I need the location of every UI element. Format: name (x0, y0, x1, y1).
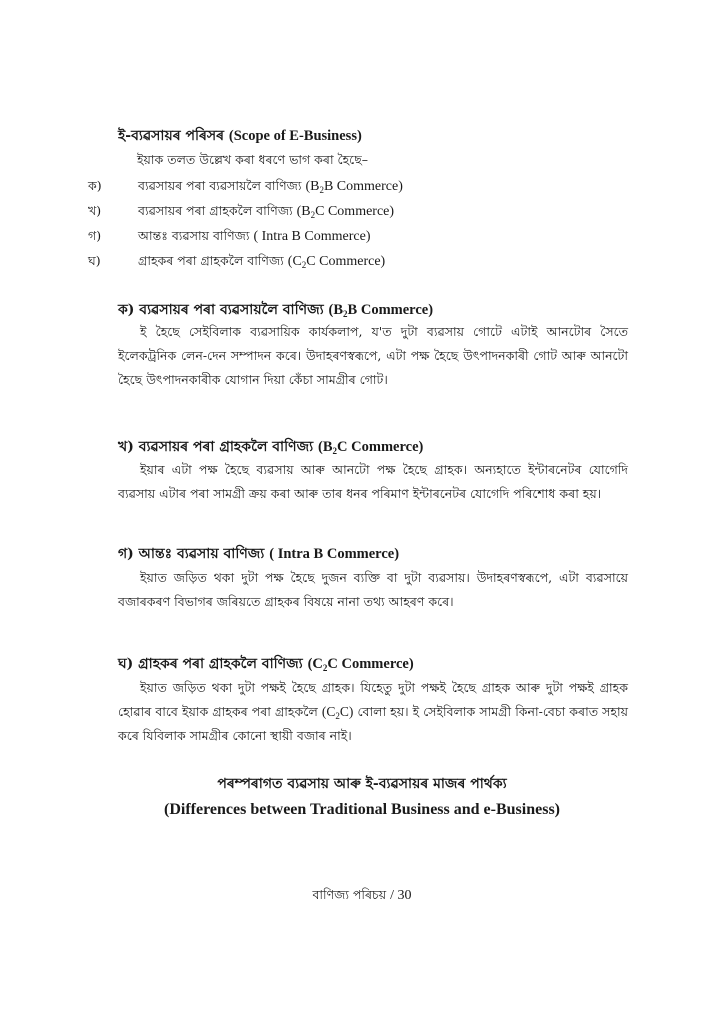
list-text-en: ($B_2B$ Commerce) (305, 179, 403, 195)
list-marker: খ) (88, 203, 102, 218)
list-text: আন্তঃ ব্যৱসায় বাণিজ্য (138, 228, 250, 243)
list-marker: ঘ) (88, 253, 101, 268)
list-text: ব্যৱসায়ৰ পৰা গ্ৰাহকলৈ বাণিজ্য (138, 203, 293, 218)
differences-title-en: (Differences between Traditional Business and e-Business) (163, 801, 560, 818)
list-marker: ক) (88, 178, 102, 193)
list-text-en: ($C_2C$ Commerce) (287, 254, 386, 270)
list-item (88, 178, 403, 198)
section-heading-b2b: ক) ব্যৱসায়ৰ পৰা ব্যৱসায়লৈ বাণিজ্য ($B_2B$ Commerce) (118, 302, 434, 319)
list-item (88, 253, 385, 273)
differences-title-bn: পৰম্পৰাগত ব্যৱসায় আৰু ই-ব্যৱসায়ৰ মাজৰ পাৰ্থক্য (217, 776, 507, 792)
list-marker: গ) (88, 228, 102, 243)
book-title: বাণিজ্য পৰিচয় (312, 887, 387, 902)
section-body-b2c: ইয়াৰ এটা পক্ষ হৈছে ব্যৱসায় আৰু আনটো পক্ষ হৈছে গ্ৰাহক। অন্যহাতে ইন্টাৰনেটৰ যোগেদি ব্যৱসায় এটাৰ পৰা সামগ্ৰী ক্ৰয় কৰা আৰু তাৰ ধনৰ পৰিমাণ ইন্টাৰনেটৰ যোগেদি পৰিশোধ কৰা হয়। (118, 462, 628, 501)
section-body-b2b: ই হৈছে সেইবিলাক ব্যৱসায়িক কাৰ্যকলাপ, য'ত দুটা ব্যৱসায় গোটে এটাই আনটোৰ সৈতে ইলেকট্ৰনিক লেন-দেন সম্পাদন কৰে। উদাহৰণস্বৰূপে, এটা পক্ষ হৈছে উৎপাদনকাৰী গোট আৰু আনটো হৈছে উৎপাদনকাৰীক যোগান দিয়া কেঁচা সামগ্ৰীৰ গোট। (118, 324, 628, 387)
list-item (88, 228, 370, 248)
list-text-en: ( Intra B Commerce) (253, 229, 371, 244)
scope-intro: ইয়াক তলত উল্লেখ কৰা ধৰণে ভাগ কৰা হৈছে– (137, 152, 369, 167)
section-body-c2c: ইয়াত জড়িত থকা দুটা পক্ষই হৈছে গ্ৰাহক। যিহেতু দুটা পক্ষই হৈছে গ্ৰাহক আৰু দুটা পক্ষই গ্ৰাহক হোৱাৰ বাবে ইয়াক গ্ৰাহকৰ পৰা গ্ৰাহকলৈ $(C_2C)$ বোলা হয়। ই সেইবিলাক সামগ্ৰী কিনা-বেচা কৰাত সহায় কৰে যিবিলাক সামগ্ৰীৰ কোনো স্থায়ী বজাৰ নাই। (118, 680, 628, 743)
scope-heading (118, 124, 362, 148)
section-heading-b2c: খ) ব্যৱসায়ৰ পৰা গ্ৰাহকলৈ বাণিজ্য ($B_2C$ Commerce) (118, 439, 424, 456)
list-text-en: ($B_2C$ Commerce) (296, 204, 395, 220)
section-heading-intra-b: গ) আন্তঃ ব্যৱসায় বাণিজ্য ( Intra B Commerce) (118, 546, 400, 562)
page-footer (0, 887, 724, 907)
list-item (88, 203, 394, 223)
section-heading-c2c: ঘ) গ্ৰাহকৰ পৰা গ্ৰাহকলৈ বাণিজ্য ($C_2C$ Commerce) (118, 656, 414, 673)
list-text: গ্ৰাহকৰ পৰা গ্ৰাহকলৈ বাণিজ্য (138, 253, 284, 268)
page-number: / 30 (390, 888, 412, 903)
section-body-intra-b: ইয়াত জড়িত থকা দুটা পক্ষ হৈছে দুজন ব্যক্তি বা দুটা ব্যৱসায়। উদাহৰণস্বৰূপে, এটা ব্যৱসায়ে বজাৰকৰণ বিভাগৰ জৰিয়তে গ্ৰাহকৰ বিষয়ে নানা তথ্য আহৰণ কৰে। (118, 570, 628, 609)
scope-heading-en: (Scope of E-Business) (228, 128, 362, 144)
list-text: ব্যৱসায়ৰ পৰা ব্যৱসায়লৈ বাণিজ্য (138, 178, 302, 193)
scope-heading-bn: ই-ব্যৱসায়ৰ পৰিসৰ (118, 128, 224, 144)
